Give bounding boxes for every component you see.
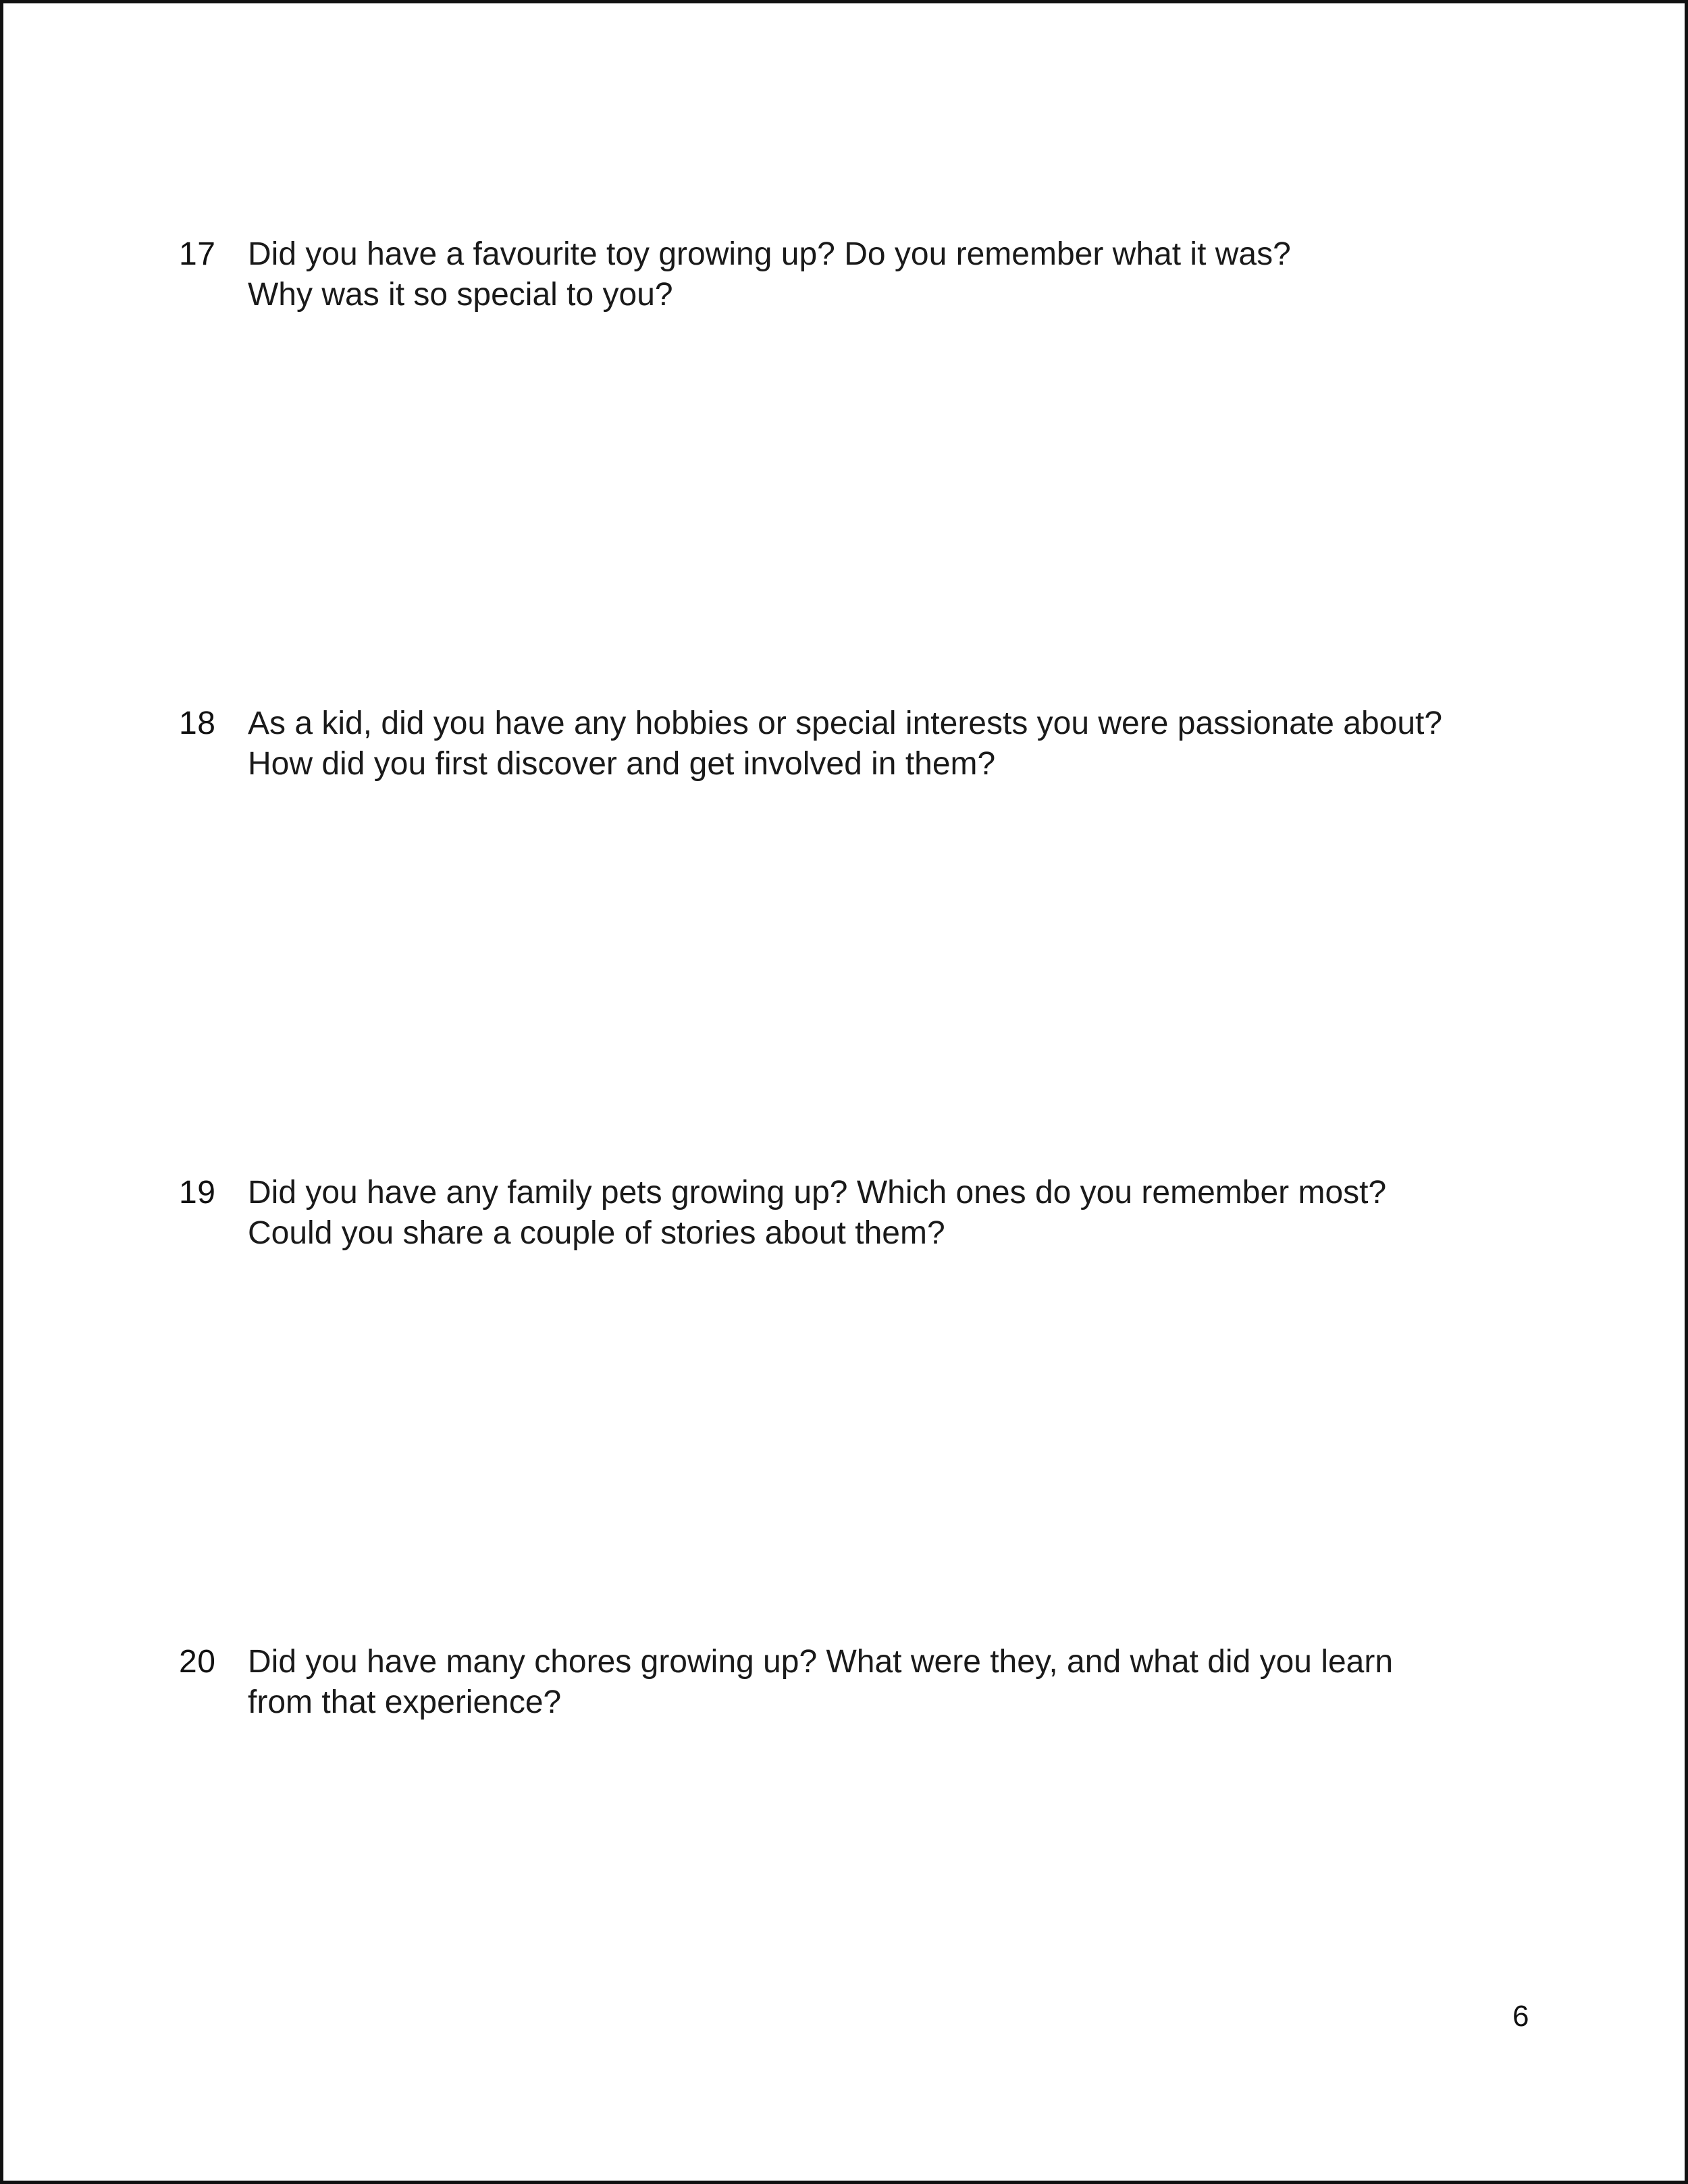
question-line: from that experience?: [248, 1684, 562, 1720]
question-line: Did you have a favourite toy growing up? Do you remember what it was?: [248, 236, 1291, 272]
question-line: As a kid, did you have any hobbies or special interests you were passionate about?: [248, 705, 1443, 741]
question-text: [248, 1642, 1531, 1723]
question-text: [248, 703, 1531, 784]
question-line: Why was it so special to you?: [248, 277, 673, 313]
question-text: [248, 234, 1531, 315]
question-number: 18: [179, 705, 216, 741]
question-text: [248, 1173, 1531, 1254]
question-line: Did you have many chores growing up? What were they, and what did you learn: [248, 1644, 1394, 1680]
question-number: 19: [179, 1175, 216, 1210]
question-number: 17: [179, 236, 216, 272]
question-line: Could you share a couple of stories about them?: [248, 1215, 945, 1251]
question-line: Did you have any family pets growing up? Which ones do you remember most?: [248, 1175, 1387, 1210]
page-number: 6: [1512, 2000, 1529, 2033]
question-number: 20: [179, 1644, 216, 1680]
question-line: How did you first discover and get involved in them?: [248, 746, 996, 782]
